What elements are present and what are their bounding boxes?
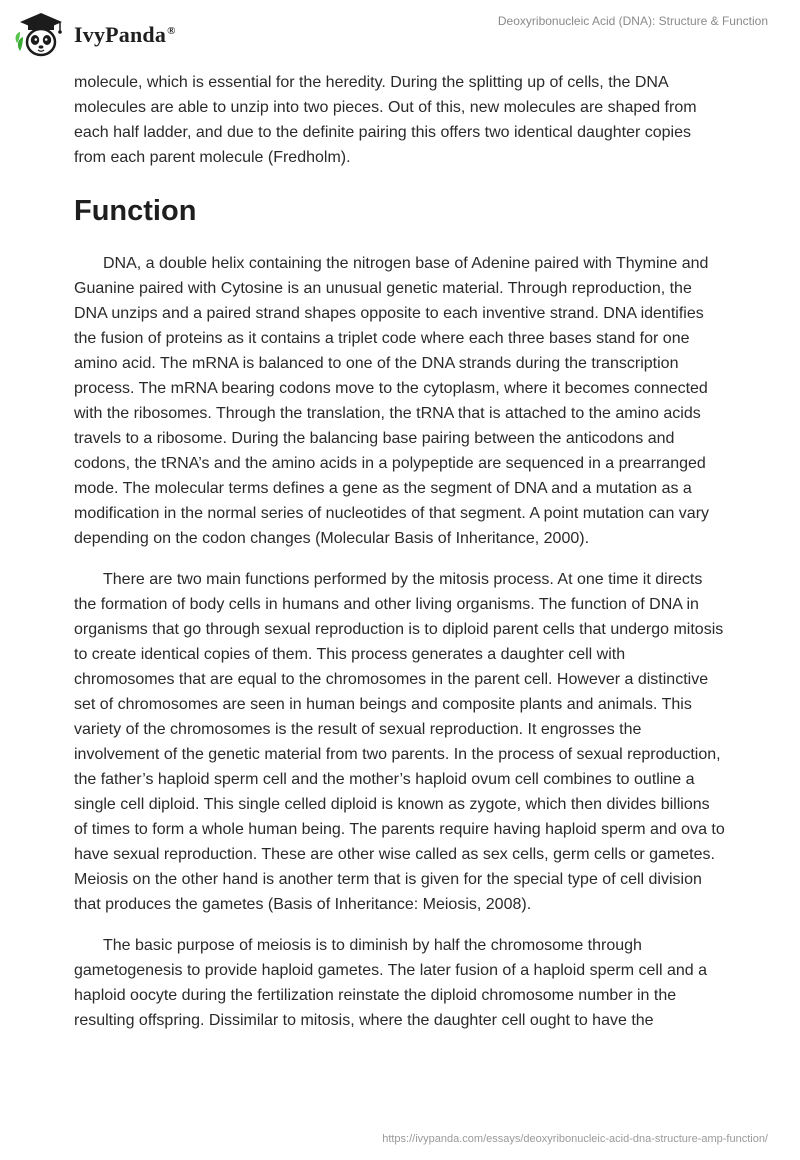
page-header (0, 0, 800, 70)
document-title: Deoxyribonucleic Acid (DNA): Structure & Function (497, 14, 768, 28)
intro-paragraph: molecule, which is essential for the heredity. During the splitting up of cells, the DNA molecules are able to unzip into two pieces. Out of this, new molecules are shaped from each half ladder, and due to the definite pairing this offers two identical daughter copies from each parent molecule (Fredholm). (74, 74, 697, 166)
brand-name: IvyPanda® (74, 22, 176, 47)
source-url[interactable]: https://ivypanda.com/essays/deoxyribonucleic-acid-dna-structure-amp-function/ (382, 1133, 768, 1145)
panda-graduation-cap-icon (14, 11, 68, 59)
essay-body (74, 70, 726, 1033)
brand-logo[interactable] (14, 10, 176, 60)
body-paragraph: The basic purpose of meiosis is to diminish by half the chromosome through gametogenesis to provide haploid gametes. The later fusion of a haploid sperm cell and a haploid oocyte during the fertilization reinstate the diploid chromosome number in the resulting offspring. Dissimilar to mitosis, where the daughter cell ought to have the (74, 937, 707, 1029)
registered-mark: ® (167, 24, 176, 37)
body-paragraph: There are two main functions performed by the mitosis process. At one time it directs the formation of body cells in humans and other living organisms. The function of DNA in organisms that go through sexual reproduction is to diploid parent cells that undergo mitosis to create identical copies of them. This process generates a daughter cell with chromosomes that are equal to the chromosomes in the parent cell. However a distinctive set of chromosomes are seen in human beings and composite plants and animals. This variety of the chromosomes is the result of sexual reproduction. It engrosses the involvement of the genetic material from two parents. In the process of sexual reproduction, the father’s haploid sperm cell and the mother’s haploid ovum cell combines to outline a single cell diploid. This single celled diploid is known as zygote, which then divides billions of times to form a whole human being. The parents require having haploid sperm and ova to have sexual reproduction. These are other wise called as sex cells, germ cells or gametes. Meiosis on the other hand is another term that is given for the special type of cell division that produces the gametes (Basis of Inheritance: Meiosis, 2008). (74, 571, 725, 913)
body-paragraph: DNA, a double helix containing the nitrogen base of Adenine paired with Thymine and Guanine paired with Cytosine is an unusual genetic material. Through reproduction, the DNA unzips and a paired strand shapes opposite to each inventive strand. DNA identifies the fusion of proteins as it contains a triplet code where each three bases stand for one amino acid. The mRNA is balanced to one of the DNA strands during the transcription process. The mRNA bearing codons move to the cytoplasm, where it becomes connected with the ribosomes. Through the translation, the tRNA that is attached to the amino acids travels to a ribosome. During the balancing base pairing between the anticodons and codons, the tRNA’s and the amino acids in a polypeptide are sequenced in a prearranged mode. The molecular terms defines a gene as the segment of DNA and a mutation as a modification in the normal series of nucleotides of that segment. A point mutation can vary depending on the codon changes (Molecular Basis of Inheritance, 2000). (74, 255, 710, 547)
section-heading: Function (74, 195, 197, 227)
